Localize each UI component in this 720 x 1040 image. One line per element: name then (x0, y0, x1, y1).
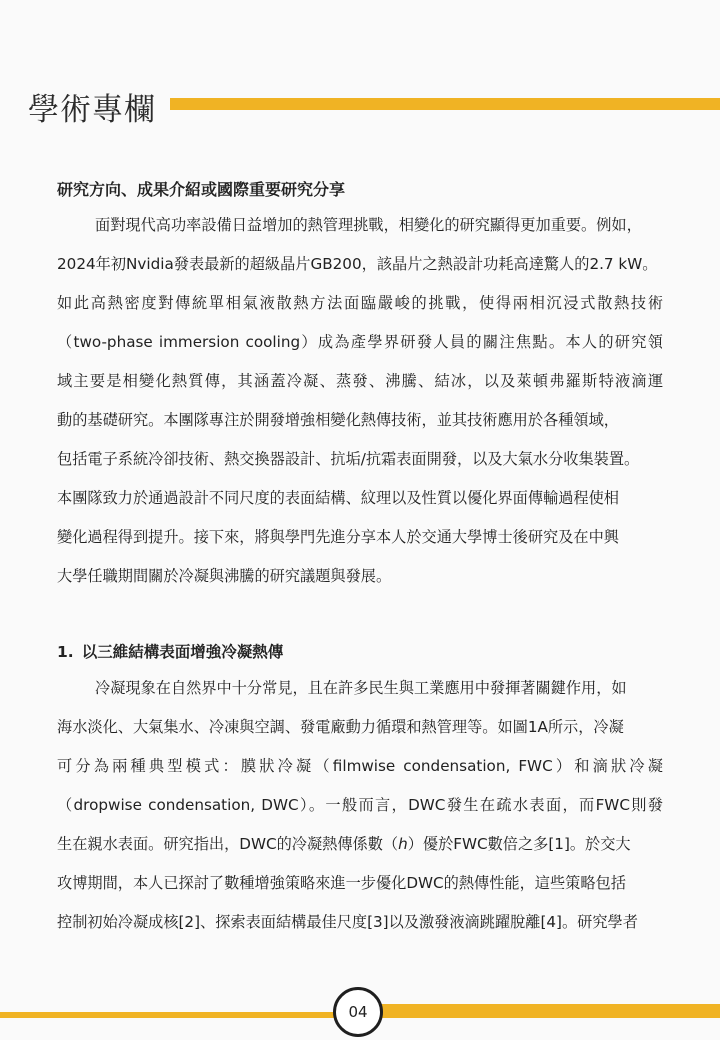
body-line: 控制初始冷凝成核[2]、探索表面結構最佳尺度[3]以及激發液滴跳躍脫離[4]。研究學者 (57, 913, 638, 931)
intro-line: 域主要是相變化熱質傳，其涵蓋冷凝、蒸發、沸騰、結冰，以及萊頓弗羅斯特液滴運 (57, 372, 663, 390)
intro-line: 大學任職期間關於冷凝與沸騰的研究議題與發展。 (57, 567, 392, 585)
footer-accent-left (0, 1012, 340, 1018)
body-line: 生在親水表面。研究指出，DWC的冷凝熱傳係數（ℎ）優於FWC數倍之多[1]。於交大 (57, 835, 631, 853)
header-accent-bar (170, 98, 720, 110)
intro-line: 面對現代高功率設備日益增加的熱管理挑戰，相變化的研究顯得更加重要。例如， (95, 216, 642, 234)
intro-line: 本團隊致力於通過設計不同尺度的表面結構、紋理以及性質以優化界面傳輸過程使相 (57, 489, 619, 507)
subsection-heading (57, 640, 283, 662)
intro-line: （two-phase immersion cooling）成為產學界研發人員的關注焦點。本人的研究領 (57, 333, 663, 351)
section-title: 研究方向、成果介紹或國際重要研究分享 (57, 180, 346, 199)
body-line: 冷凝現象在自然界中十分常見，且在許多民生與工業應用中發揮著關鍵作用，如 (95, 679, 627, 697)
footer-accent-right (380, 1004, 720, 1018)
intro-paragraph (57, 215, 663, 605)
intro-line: 變化過程得到提升。接下來，將與學門先進分享本人於交通大學博士後研究及在中興 (57, 528, 619, 546)
body-line: 可分為兩種典型模式：膜狀冷凝（filmwise condensation, FWC）和滴狀冷凝 (57, 757, 663, 775)
intro-line: 如此高熱密度對傳統單相氣液散熱方法面臨嚴峻的挑戰，使得兩相沉浸式散熱技術 (57, 294, 663, 312)
body-line: 攻博期間，本人已探討了數種增強策略來進一步優化DWC的熱傳性能，這些策略包括 (57, 874, 626, 892)
column-title: 學術專欄 (28, 92, 156, 128)
intro-line: 動的基礎研究。本團隊專注於開發增強相變化熱傳技術，並其技術應用於各種領域， (57, 411, 619, 429)
intro-line: 包括電子系統冷卻技術、熱交換器設計、抗垢/抗霜表面開發，以及大氣水分收集裝置。 (57, 450, 640, 468)
body-line: 海水淡化、大氣集水、冷凍與空調、發電廠動力循環和熱管理等。如圖1A所示，冷凝 (57, 718, 624, 736)
body-paragraph (57, 678, 663, 951)
body-line: （dropwise condensation, DWC）。一般而言，DWC發生在疏水表面，而FWC則發 (57, 796, 663, 814)
subsection-number: 1. (57, 643, 74, 661)
intro-line: 2024年初Nvidia發表最新的超級晶片GB200，該晶片之熱設計功耗高達驚人的2.7 kW。 (57, 255, 658, 273)
page-number-badge: 04 (333, 987, 383, 1037)
subsection-title: 以三維結構表面增強冷凝熱傳 (81, 643, 284, 661)
